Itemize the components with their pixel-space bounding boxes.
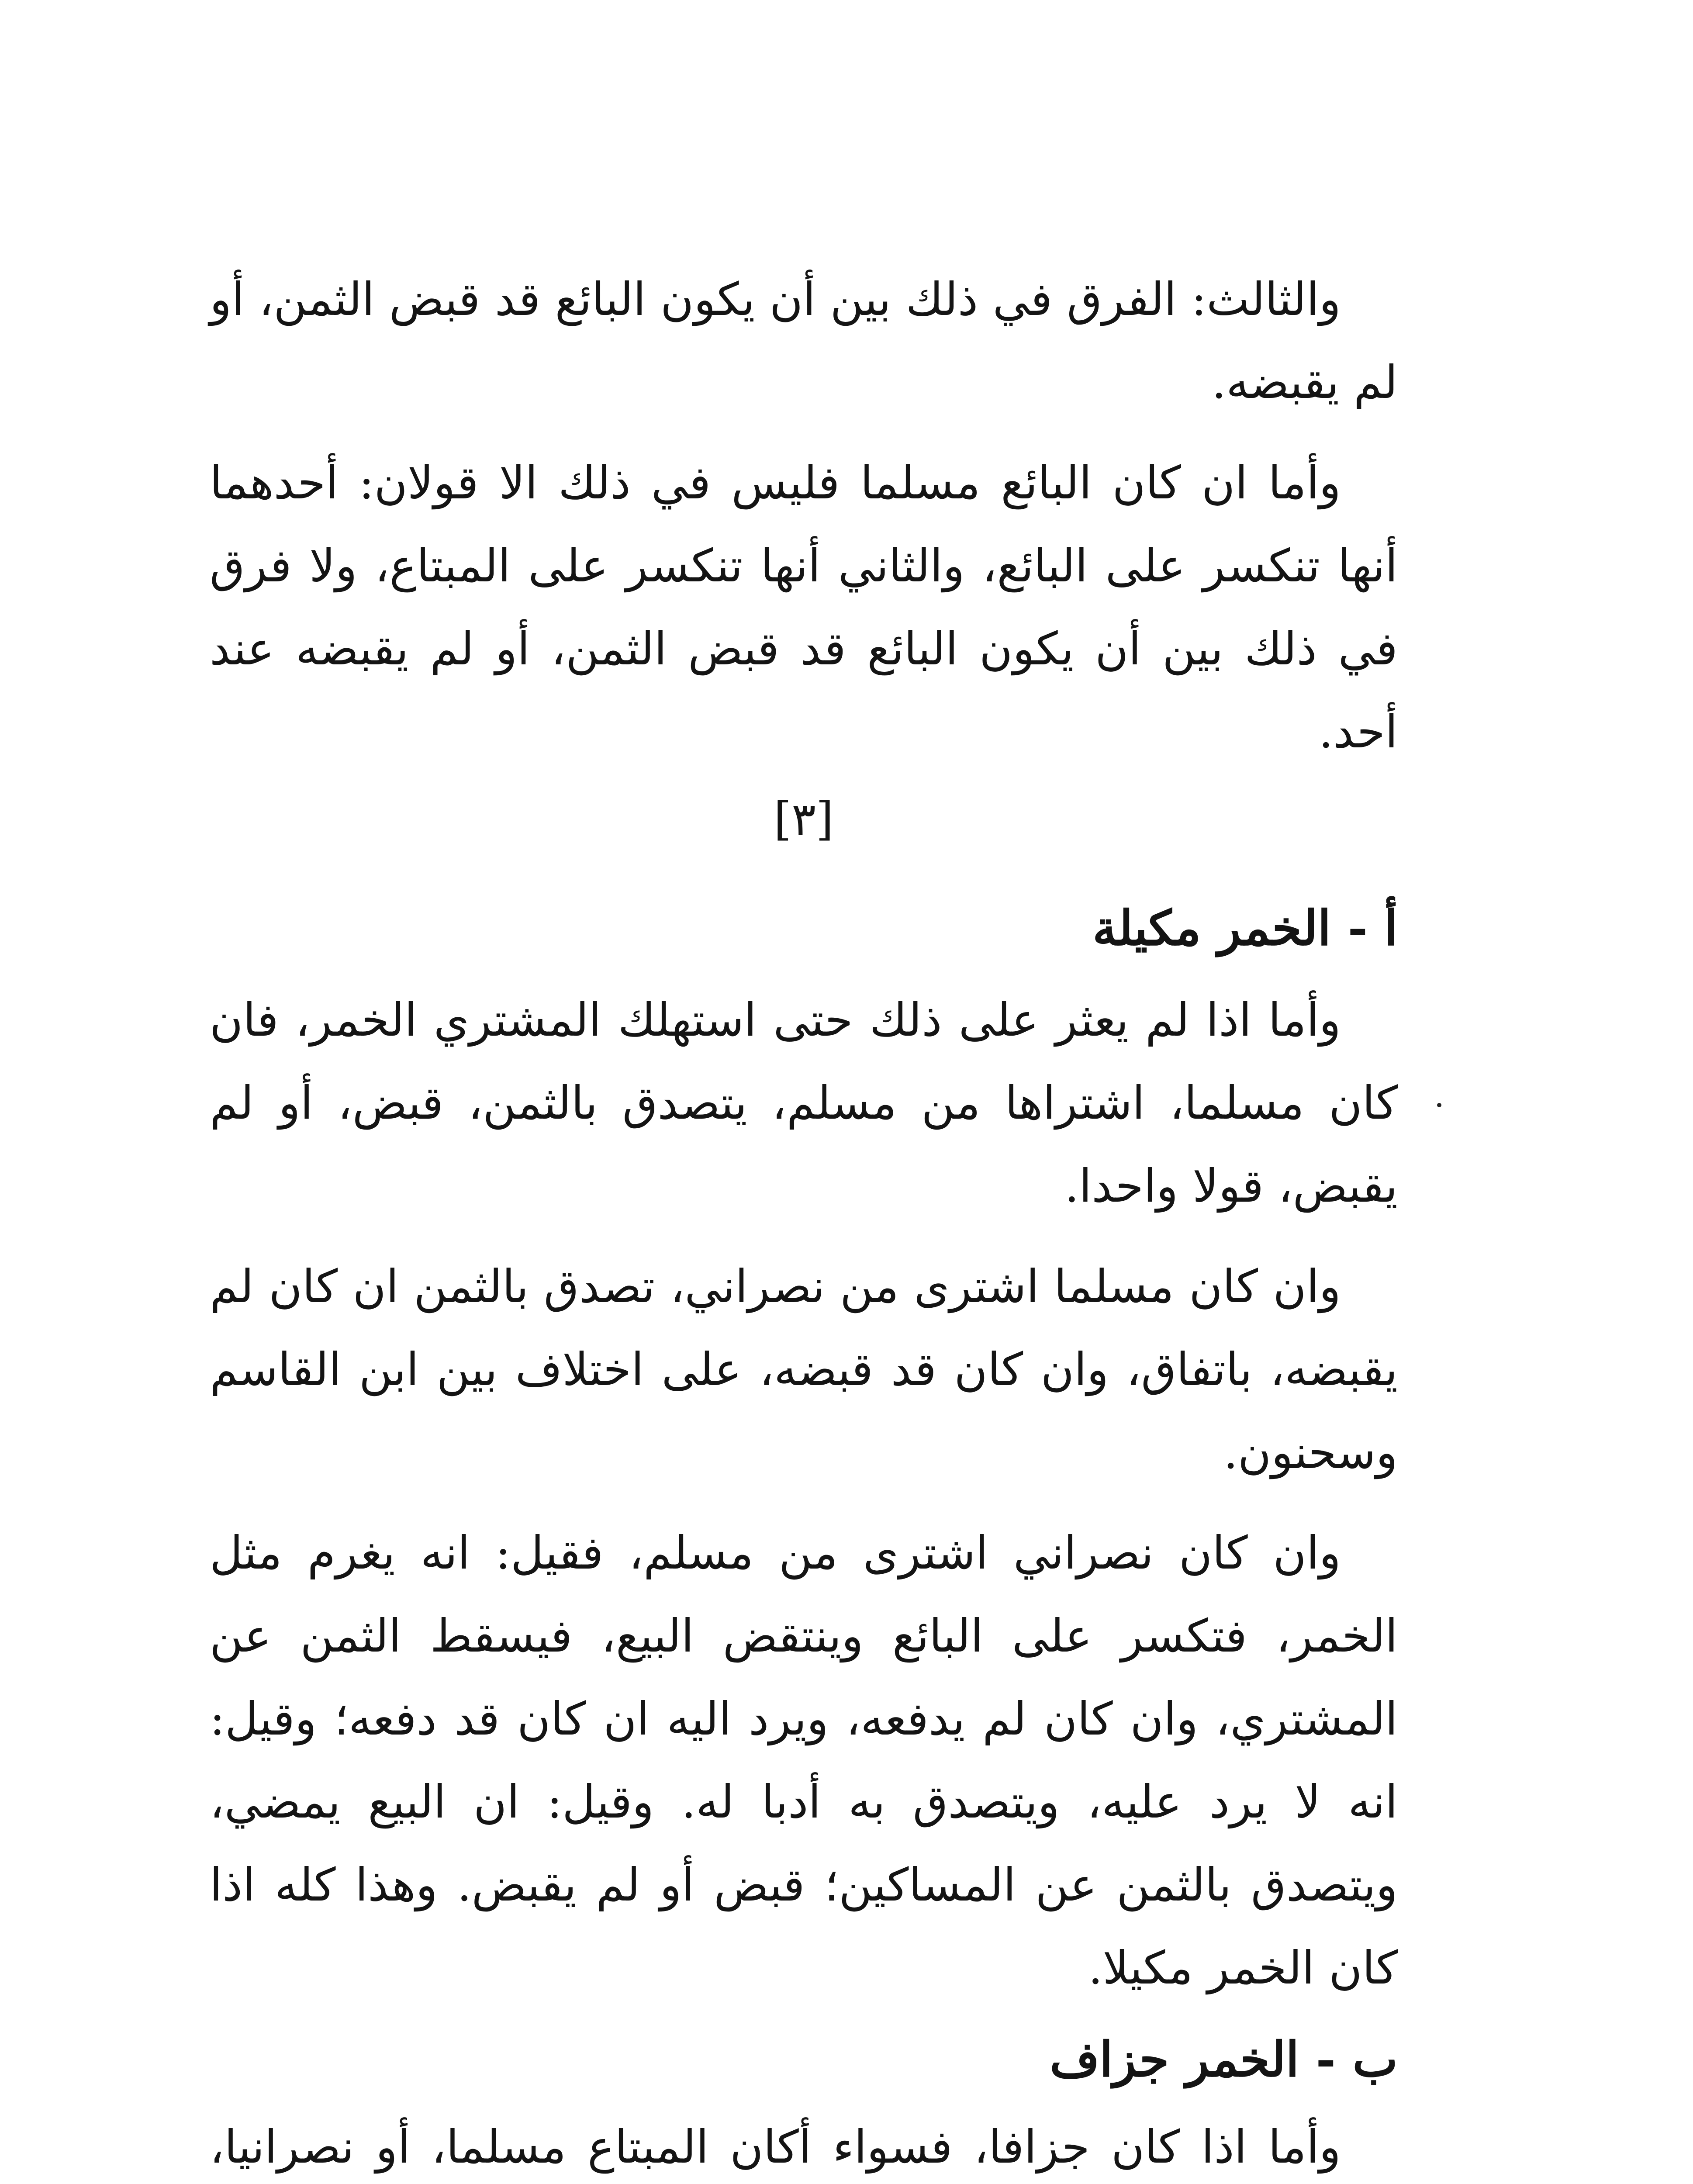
- paragraph-muslim-buys-christian: وان كان مسلما اشترى من نصراني، تصدق بالثمن ان كان لم يقبضه، باتفاق، وان كان قد قبضه، على اختلاف بين ابن القاسم وسحنون.: [210, 1260, 1398, 1479]
- main-text: [210, 258, 1398, 2184]
- paragraph-bulk-sale: وأما اذا كان جزافا، فسواء أكان المبتاع مسلما، أو نصرانيا،: [210, 2120, 1341, 2174]
- paragraph-third-opinion: والثالث: الفرق في ذلك بين أن يكون البائع قد قبض الثمن، أو لم يقبضه.: [210, 273, 1398, 409]
- paragraph-muslim-seller: وأما ان كان البائع مسلما فليس في ذلك الا قولان: أحدهما أنها تنكسر على البائع، والثاني أنها تنكسر على المبتاع، ولا فرق في ذلك بين أن يكون البائع قد قبض الثمن، أو لم يقبضه عند أحد.: [210, 456, 1398, 758]
- paragraph-christian-buys-muslim: وان كان نصراني اشترى من مسلم، فقيل: انه يغرم مثل الخمر، فتكسر على البائع وينتقض البيع، فيسقط الثمن عن المشتري، وان كان لم يدفعه، ويرد اليه ان كان قد دفعه؛ وقيل: انه لا يرد عليه، ويتصدق به أدبا له. وقيل: ان البيع يمضي، ويتصدق بالثمن عن المساكين؛ قبض أو لم يقبض. وهذا كله اذا كان الخمر مكيلا.: [210, 1526, 1398, 1994]
- margin-dot: [1437, 1103, 1441, 1107]
- heading-bulk-wine: ب - الخمر جزاف: [1050, 2031, 1398, 2087]
- section-number: [٣]: [774, 792, 834, 846]
- paragraph-consumed-wine: وأما اذا لم يعثر على ذلك حتى استهلك المشتري الخمر، فان كان مسلما، اشتراها من مسلم، يتصدق بالثمن، قبض، أو لم يقبض، قولا واحدا.: [210, 993, 1398, 1213]
- heading-measured-wine: أ - الخمر مكيلة: [1092, 900, 1398, 956]
